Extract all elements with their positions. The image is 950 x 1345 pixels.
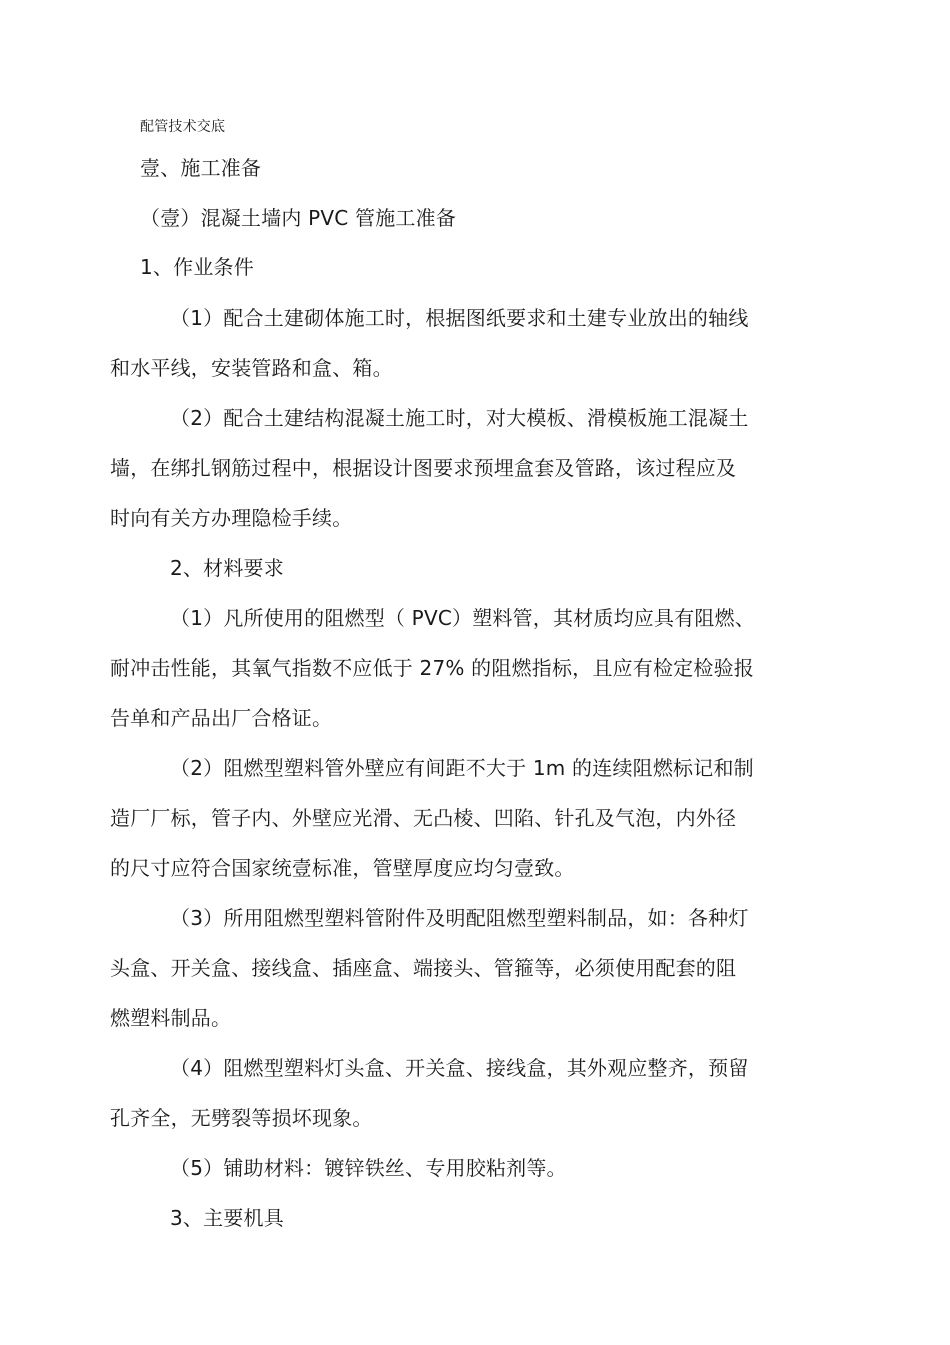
paragraph-line: 告单和产品出厂合格证。 [110, 706, 333, 730]
paragraph-line: 的尺寸应符合国家统壹标准，管壁厚度应均匀壹致。 [110, 856, 575, 880]
paragraph-line: （1）凡所使用的阻燃型（ PVC）塑料管，其材质均应具有阻燃、 [170, 606, 755, 630]
subsection-title: （壹）混凝土墙内 PVC 管施工准备 [140, 206, 457, 230]
paragraph-line: （3）所用阻燃型塑料管附件及明配阻燃型塑料制品，如：各种灯 [170, 906, 749, 930]
paragraph-line: 墙，在绑扎钢筋过程中，根据设计图要求预埋盒套及管路，该过程应及 [110, 456, 737, 480]
paragraph-line: 时向有关方办理隐检手续。 [110, 506, 353, 530]
paragraph-line: （5）铺助材料：镀锌铁丝、专用胶粘剂等。 [170, 1156, 567, 1180]
paragraph-line: 孔齐全，无劈裂等损坏现象。 [110, 1106, 373, 1130]
item-title: 3、主要机具 [170, 1206, 284, 1230]
section-title: 壹、施工准备 [140, 156, 262, 180]
paragraph-line: （2）阻燃型塑料管外壁应有间距不大于 1m 的连续阻燃标记和制 [170, 756, 754, 780]
paragraph-line: 和水平线，安装管路和盒、箱。 [110, 356, 393, 380]
paragraph-line: （1）配合土建砌体施工时，根据图纸要求和土建专业放出的轴线 [170, 306, 749, 330]
document-header: 配管技术交底 [140, 119, 226, 135]
paragraph-line: 造厂厂标，管子内、外壁应光滑、无凸棱、凹陷、针孔及气泡，内外径 [110, 806, 737, 830]
paragraph-line: 耐冲击性能，其氧气指数不应低于 27% 的阻燃指标，且应有检定检验报 [110, 656, 754, 680]
paragraph-line: （2）配合土建结构混凝土施工时，对大模板、滑模板施工混凝土 [170, 406, 749, 430]
paragraph-line: 燃塑料制品。 [110, 1006, 232, 1030]
item-title: 1、作业条件 [140, 255, 254, 279]
item-title: 2、材料要求 [170, 556, 284, 580]
paragraph-line: （4）阻燃型塑料灯头盒、开关盒、接线盒，其外观应整齐，预留 [170, 1056, 749, 1080]
paragraph-line: 头盒、开关盒、接线盒、插座盒、端接头、管箍等，必须使用配套的阻 [110, 956, 737, 980]
